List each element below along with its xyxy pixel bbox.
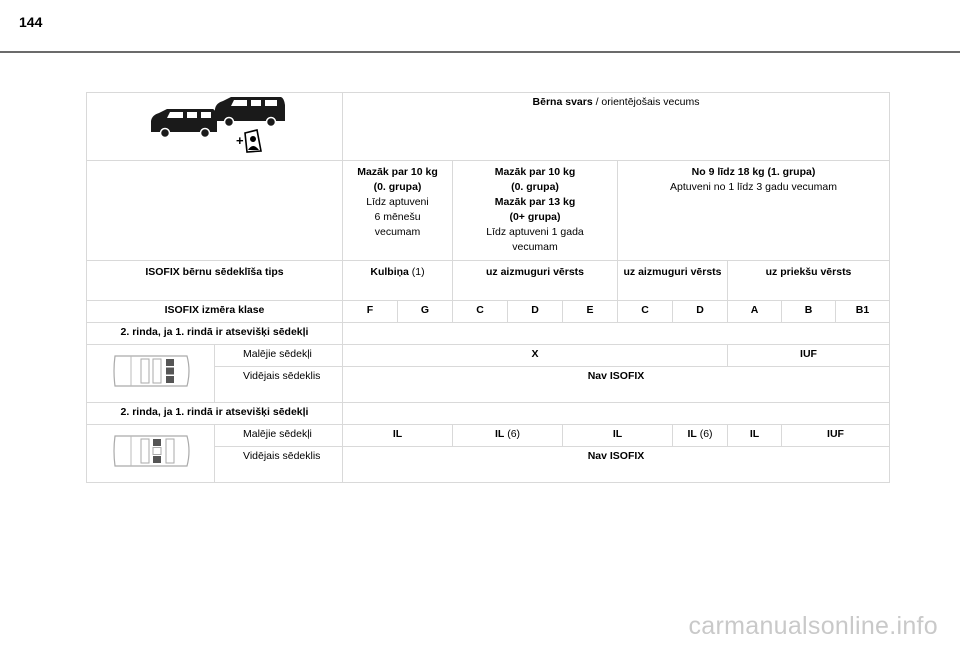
size-class-b1: B1 bbox=[836, 301, 890, 323]
size-class-e: E bbox=[563, 301, 618, 323]
seat-layout-1-cell bbox=[87, 345, 215, 403]
section-2-value-2: IL bbox=[494, 428, 505, 440]
size-class-g: G bbox=[398, 301, 453, 323]
vehicle-icons-cell bbox=[87, 93, 343, 161]
group-0-name: (0. grupa) bbox=[373, 181, 422, 193]
rear-facing-label-2: uz aizmuguri vērsts bbox=[618, 261, 728, 301]
group-0plus-weight-1: Mazāk par 10 kg bbox=[494, 166, 576, 178]
middle-seat-label-2: Vidējais sēdeklis bbox=[215, 447, 343, 483]
group-0-age-2: 6 mēnešu bbox=[374, 211, 421, 223]
section-2-value-4: IL bbox=[687, 428, 697, 440]
carrycot-cell bbox=[343, 261, 453, 301]
group-1-cell bbox=[618, 161, 890, 261]
size-class-label: ISOFIX izmēra klase bbox=[87, 301, 343, 323]
seat-layout-2-icon bbox=[109, 430, 193, 472]
section-1-outer-iuf: IUF bbox=[728, 345, 890, 367]
size-class-c-2: C bbox=[618, 301, 673, 323]
size-class-c: C bbox=[453, 301, 508, 323]
group-1-age: Aptuveni no 1 līdz 3 gadu vecumam bbox=[670, 181, 837, 193]
watermark: carmanualsonline.info bbox=[688, 612, 938, 640]
section-2-value-5: IL bbox=[728, 425, 782, 447]
section-1-spacer bbox=[343, 323, 890, 345]
carrycot-note: (1) bbox=[408, 266, 425, 278]
vans-child-seat-icon bbox=[145, 95, 285, 153]
group-0-age-3: vecumam bbox=[374, 226, 421, 238]
carrycot-label: Kulbiņa bbox=[370, 266, 409, 278]
forward-facing-label: uz priekšu vērsts bbox=[728, 261, 890, 301]
empty-corner-cell bbox=[87, 161, 343, 261]
size-class-d-2: D bbox=[673, 301, 728, 323]
section-2-value-4-note: (6) bbox=[696, 428, 713, 440]
group-0plus-name-2: (0+ grupa) bbox=[509, 211, 561, 223]
section-2-value-3: IL bbox=[563, 425, 673, 447]
section-2-middle-value: Nav ISOFIX bbox=[343, 447, 890, 483]
size-class-a: A bbox=[728, 301, 782, 323]
page-number: 144 bbox=[19, 14, 43, 30]
group-0plus-age-2: vecumam bbox=[512, 241, 558, 253]
group-0plus-cell bbox=[453, 161, 618, 261]
size-class-b: B bbox=[782, 301, 836, 323]
child-weight-header bbox=[343, 93, 890, 161]
section-2-value-4-cell bbox=[673, 425, 728, 447]
section-2-value-2-cell bbox=[453, 425, 563, 447]
group-0-age-1: Līdz aptuveni bbox=[366, 196, 429, 208]
group-0-weight: Mazāk par 10 kg bbox=[357, 166, 438, 178]
group-0plus-name-1: (0. grupa) bbox=[511, 181, 559, 193]
outer-seats-label-2: Malējie sēdekļi bbox=[215, 425, 343, 447]
section-2-spacer bbox=[343, 403, 890, 425]
outer-seats-label-1: Malējie sēdekļi bbox=[215, 345, 343, 367]
group-0plus-age-1: Līdz aptuveni 1 gada bbox=[486, 226, 584, 238]
seat-type-label: ISOFIX bērnu sēdeklīša tips bbox=[87, 261, 343, 301]
group-0-cell bbox=[343, 161, 453, 261]
rear-facing-label: uz aizmuguri vērsts bbox=[453, 261, 618, 301]
section-1-title: 2. rinda, ja 1. rindā ir atsevišķi sēdekļi bbox=[87, 323, 343, 345]
child-age-label: / orientējošais vecums bbox=[592, 96, 700, 108]
svg-text:+: + bbox=[235, 133, 244, 148]
group-1-weight: No 9 līdz 18 kg (1. grupa) bbox=[691, 166, 816, 178]
section-2-title: 2. rinda, ja 1. rindā ir atsevišķi sēdekļi bbox=[87, 403, 343, 425]
seat-layout-2-cell bbox=[87, 425, 215, 483]
section-1-outer-x: X bbox=[343, 345, 728, 367]
section-2-value-1: IL bbox=[343, 425, 453, 447]
child-weight-label: Bērna svars bbox=[532, 96, 593, 108]
size-class-f: F bbox=[343, 301, 398, 323]
seat-layout-1-icon bbox=[109, 350, 193, 392]
size-class-d: D bbox=[508, 301, 563, 323]
top-rule bbox=[0, 51, 960, 53]
section-2-value-2-note: (6) bbox=[504, 428, 521, 440]
group-0plus-weight-2: Mazāk par 13 kg bbox=[494, 196, 576, 208]
isofix-table bbox=[86, 92, 890, 483]
middle-seat-label-1: Vidējais sēdeklis bbox=[215, 367, 343, 403]
section-1-middle-value: Nav ISOFIX bbox=[343, 367, 890, 403]
section-2-value-6: IUF bbox=[782, 425, 890, 447]
